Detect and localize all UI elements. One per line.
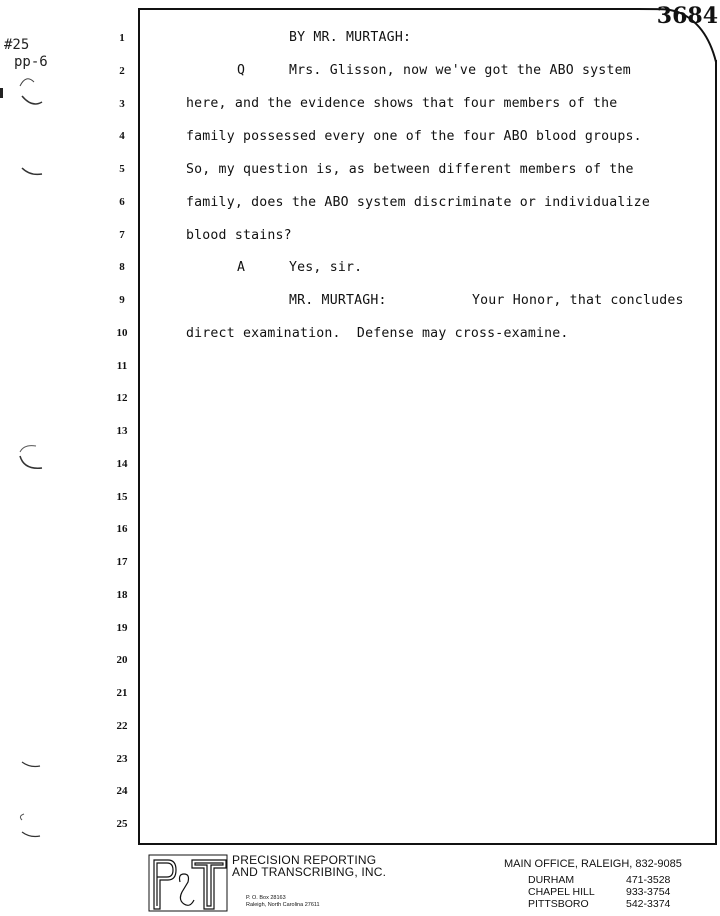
page-number: 3684: [656, 3, 718, 29]
line-6-text: family, does the ABO system discriminate or individualize: [186, 195, 650, 210]
line-number: 6: [119, 195, 125, 208]
line-10-text: direct examination. Defense may cross-examine.: [186, 326, 569, 341]
company-address: [246, 895, 320, 909]
frame-bottom-line: [138, 843, 717, 845]
po-box: P. O. Box 28163: [246, 895, 286, 901]
line-9-speaker: MR. MURTAGH:: [289, 293, 387, 308]
company-name-line-1: PRECISION REPORTING: [232, 853, 377, 867]
office-city-pittsboro: PITTSBORO: [528, 898, 589, 910]
line-number: 20: [116, 654, 128, 667]
line-3-text: here, and the evidence shows that four members of the: [186, 96, 618, 111]
line-number: 15: [116, 490, 128, 503]
line-number: 17: [116, 556, 128, 568]
office-phone-chapel-hill: 933-3754: [626, 886, 671, 898]
line-number: 12: [116, 392, 128, 405]
line-number: 3: [119, 97, 125, 110]
line-5-text: So, my question is, as between different members of the: [186, 162, 634, 177]
line-number: 4: [119, 130, 125, 143]
frame-top-line: [138, 8, 638, 10]
office-phone-pittsboro: 542-3374: [626, 898, 671, 910]
line-4-text: family possessed every one of the four ABO blood groups.: [186, 129, 642, 144]
line-number: 22: [116, 719, 128, 732]
line-number: 18: [116, 588, 128, 601]
line-1-by: BY MR. MURTAGH:: [289, 30, 412, 45]
line-9-text: Your Honor, that concludes: [472, 293, 684, 308]
line-number: 7: [119, 228, 125, 241]
line-number: 1: [119, 32, 125, 44]
line-number: 19: [116, 621, 128, 634]
office-phone-durham: 471-3528: [626, 874, 671, 886]
pages-note: pp-6: [14, 54, 48, 70]
line-number: 10: [116, 326, 128, 339]
line-number: 25: [116, 818, 128, 830]
company-logo: [148, 854, 228, 912]
line-number: 8: [119, 261, 125, 274]
exhibit-note: #25: [4, 37, 30, 53]
binder-marks: [0, 0, 60, 916]
office-city-durham: DURHAM: [528, 874, 575, 886]
line-number: 23: [116, 752, 128, 765]
frame-left-line: [138, 8, 140, 844]
line-number: 5: [119, 163, 125, 175]
city-state: Raleigh, North Carolina 27611: [246, 902, 320, 908]
line-number: 14: [116, 457, 128, 470]
company-name: [232, 854, 386, 878]
line-2-text: Mrs. Glisson, now we've got the ABO system: [289, 63, 631, 78]
frame-right-line: [715, 60, 717, 844]
line-number: 21: [116, 687, 128, 699]
main-office: MAIN OFFICE, RALEIGH, 832-9085: [504, 858, 682, 870]
line-number: 13: [116, 425, 128, 437]
line-number: 24: [116, 785, 128, 798]
line-number: 16: [116, 523, 128, 536]
line-8-speaker: A: [237, 260, 246, 275]
line-number: 2: [119, 64, 125, 77]
company-name-line-2: AND TRANSCRIBING, INC.: [232, 865, 387, 879]
line-number: 11: [116, 359, 128, 372]
line-8-text: Yes, sir.: [289, 260, 363, 275]
line-number: 9: [119, 294, 125, 306]
line-2-speaker: Q: [237, 63, 246, 78]
line-7-text: blood stains?: [186, 228, 292, 243]
office-city-chapel-hill: CHAPEL HILL: [528, 886, 595, 898]
